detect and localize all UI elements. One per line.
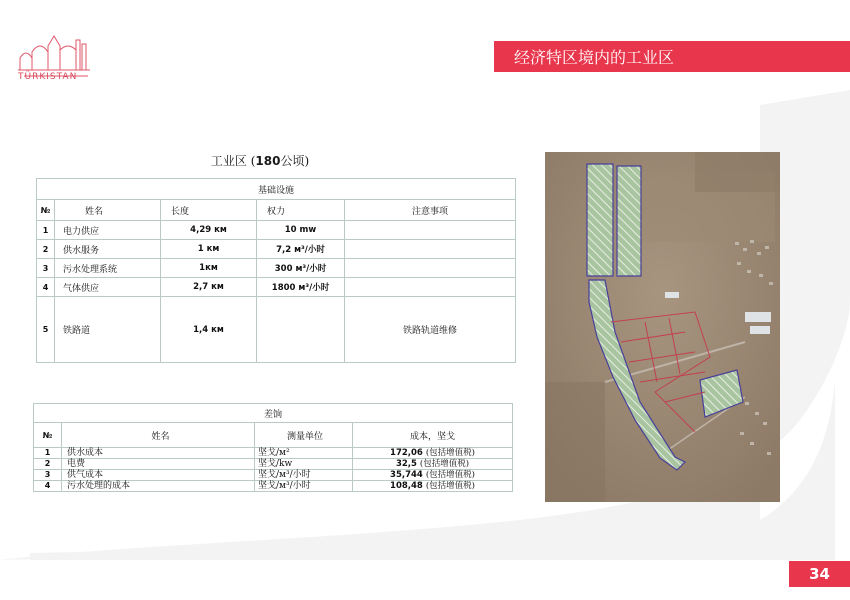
row-length: 1,4 км: [161, 297, 257, 363]
column-header: 测量单位: [255, 423, 353, 448]
column-header: 长度: [161, 200, 257, 221]
table-row: [37, 259, 516, 278]
vat-note: (包括增值税): [425, 481, 475, 491]
infrastructure-table: [36, 178, 516, 363]
row-number: 1: [37, 221, 55, 240]
title-bar: [494, 41, 850, 72]
page-number-badge: [789, 561, 850, 587]
row-name: 气体供应: [55, 278, 161, 297]
row-name: 供气成本: [62, 470, 255, 481]
table-row: [37, 240, 516, 259]
table-header-row: [34, 423, 513, 448]
table-caption-row: [34, 404, 513, 423]
row-name: 污水处理的成本: [62, 481, 255, 492]
table-row: [34, 481, 513, 492]
table-row: [37, 278, 516, 297]
column-header: №: [34, 423, 62, 448]
table-row: [37, 297, 516, 363]
column-header: 姓名: [62, 423, 255, 448]
row-name: 电力供应: [55, 221, 161, 240]
row-cost: [353, 459, 513, 470]
table-row: [34, 448, 513, 459]
row-unit: 坚戈/м³/小时: [255, 470, 353, 481]
cost-value: 32,5: [395, 459, 417, 469]
row-power: [257, 297, 345, 363]
row-number: 2: [37, 240, 55, 259]
cost-value: 108,48: [390, 481, 423, 491]
row-number: 5: [37, 297, 55, 363]
row-note: [345, 221, 516, 240]
row-name: 铁路道: [55, 297, 161, 363]
row-power: 10 mw: [257, 221, 345, 240]
row-unit: 坚戈/kw: [255, 459, 353, 470]
row-power: 1800 м³/小时: [257, 278, 345, 297]
row-name: 电费: [62, 459, 255, 470]
costs-caption: 差饷: [34, 404, 513, 423]
zone-area: 180: [255, 154, 281, 168]
vat-note: (包括增值税): [419, 459, 470, 469]
row-cost: [353, 448, 513, 459]
row-number: 1: [34, 448, 62, 459]
logo-text: TÜRKISTAN: [18, 72, 78, 82]
page-number: 34: [809, 565, 830, 583]
row-length: 1 км: [161, 240, 257, 259]
table-caption-row: [37, 179, 516, 200]
table-header-row: [37, 200, 516, 221]
row-cost: [353, 470, 513, 481]
column-header: 姓名: [55, 200, 161, 221]
vat-note: (包括增值税): [425, 448, 475, 458]
table-row: [34, 459, 513, 470]
row-note: [345, 259, 516, 278]
zone-title-prefix: 工业区 (: [210, 154, 256, 168]
row-length: 1км: [161, 259, 257, 278]
row-number: 3: [37, 259, 55, 278]
row-name: 供水服务: [55, 240, 161, 259]
table-row: [37, 221, 516, 240]
zone-area-unit: 公顷): [280, 154, 310, 168]
column-header: 权力: [257, 200, 345, 221]
row-power: 300 м³/小时: [257, 259, 345, 278]
row-length: 2,7 км: [161, 278, 257, 297]
column-header: 注意事项: [345, 200, 516, 221]
row-note: [345, 240, 516, 259]
cost-value: 172,06: [390, 448, 423, 458]
column-header: №: [37, 200, 55, 221]
row-note: 铁路轨道维修: [345, 297, 516, 363]
row-number: 4: [34, 481, 62, 492]
row-number: 3: [34, 470, 62, 481]
satellite-map: [545, 152, 780, 502]
row-unit: 坚戈/м²: [255, 448, 353, 459]
costs-table: [33, 403, 513, 492]
row-length: 4,29 км: [161, 221, 257, 240]
infrastructure-caption: 基础设施: [37, 179, 516, 200]
zone-title: [150, 152, 370, 169]
row-cost: [353, 481, 513, 492]
row-name: 污水处理系统: [55, 259, 161, 278]
row-unit: 坚戈/м³/小时: [255, 481, 353, 492]
cost-value: 35,744: [390, 470, 423, 480]
row-note: [345, 278, 516, 297]
row-name: 供水成本: [62, 448, 255, 459]
table-row: [34, 470, 513, 481]
vat-note: (包括增值税): [425, 470, 475, 480]
page-title: 经济特区境内的工业区: [514, 48, 675, 67]
row-number: 2: [34, 459, 62, 470]
column-header: 成本，坚戈: [353, 423, 513, 448]
row-number: 4: [37, 278, 55, 297]
row-power: 7,2 м³/小时: [257, 240, 345, 259]
